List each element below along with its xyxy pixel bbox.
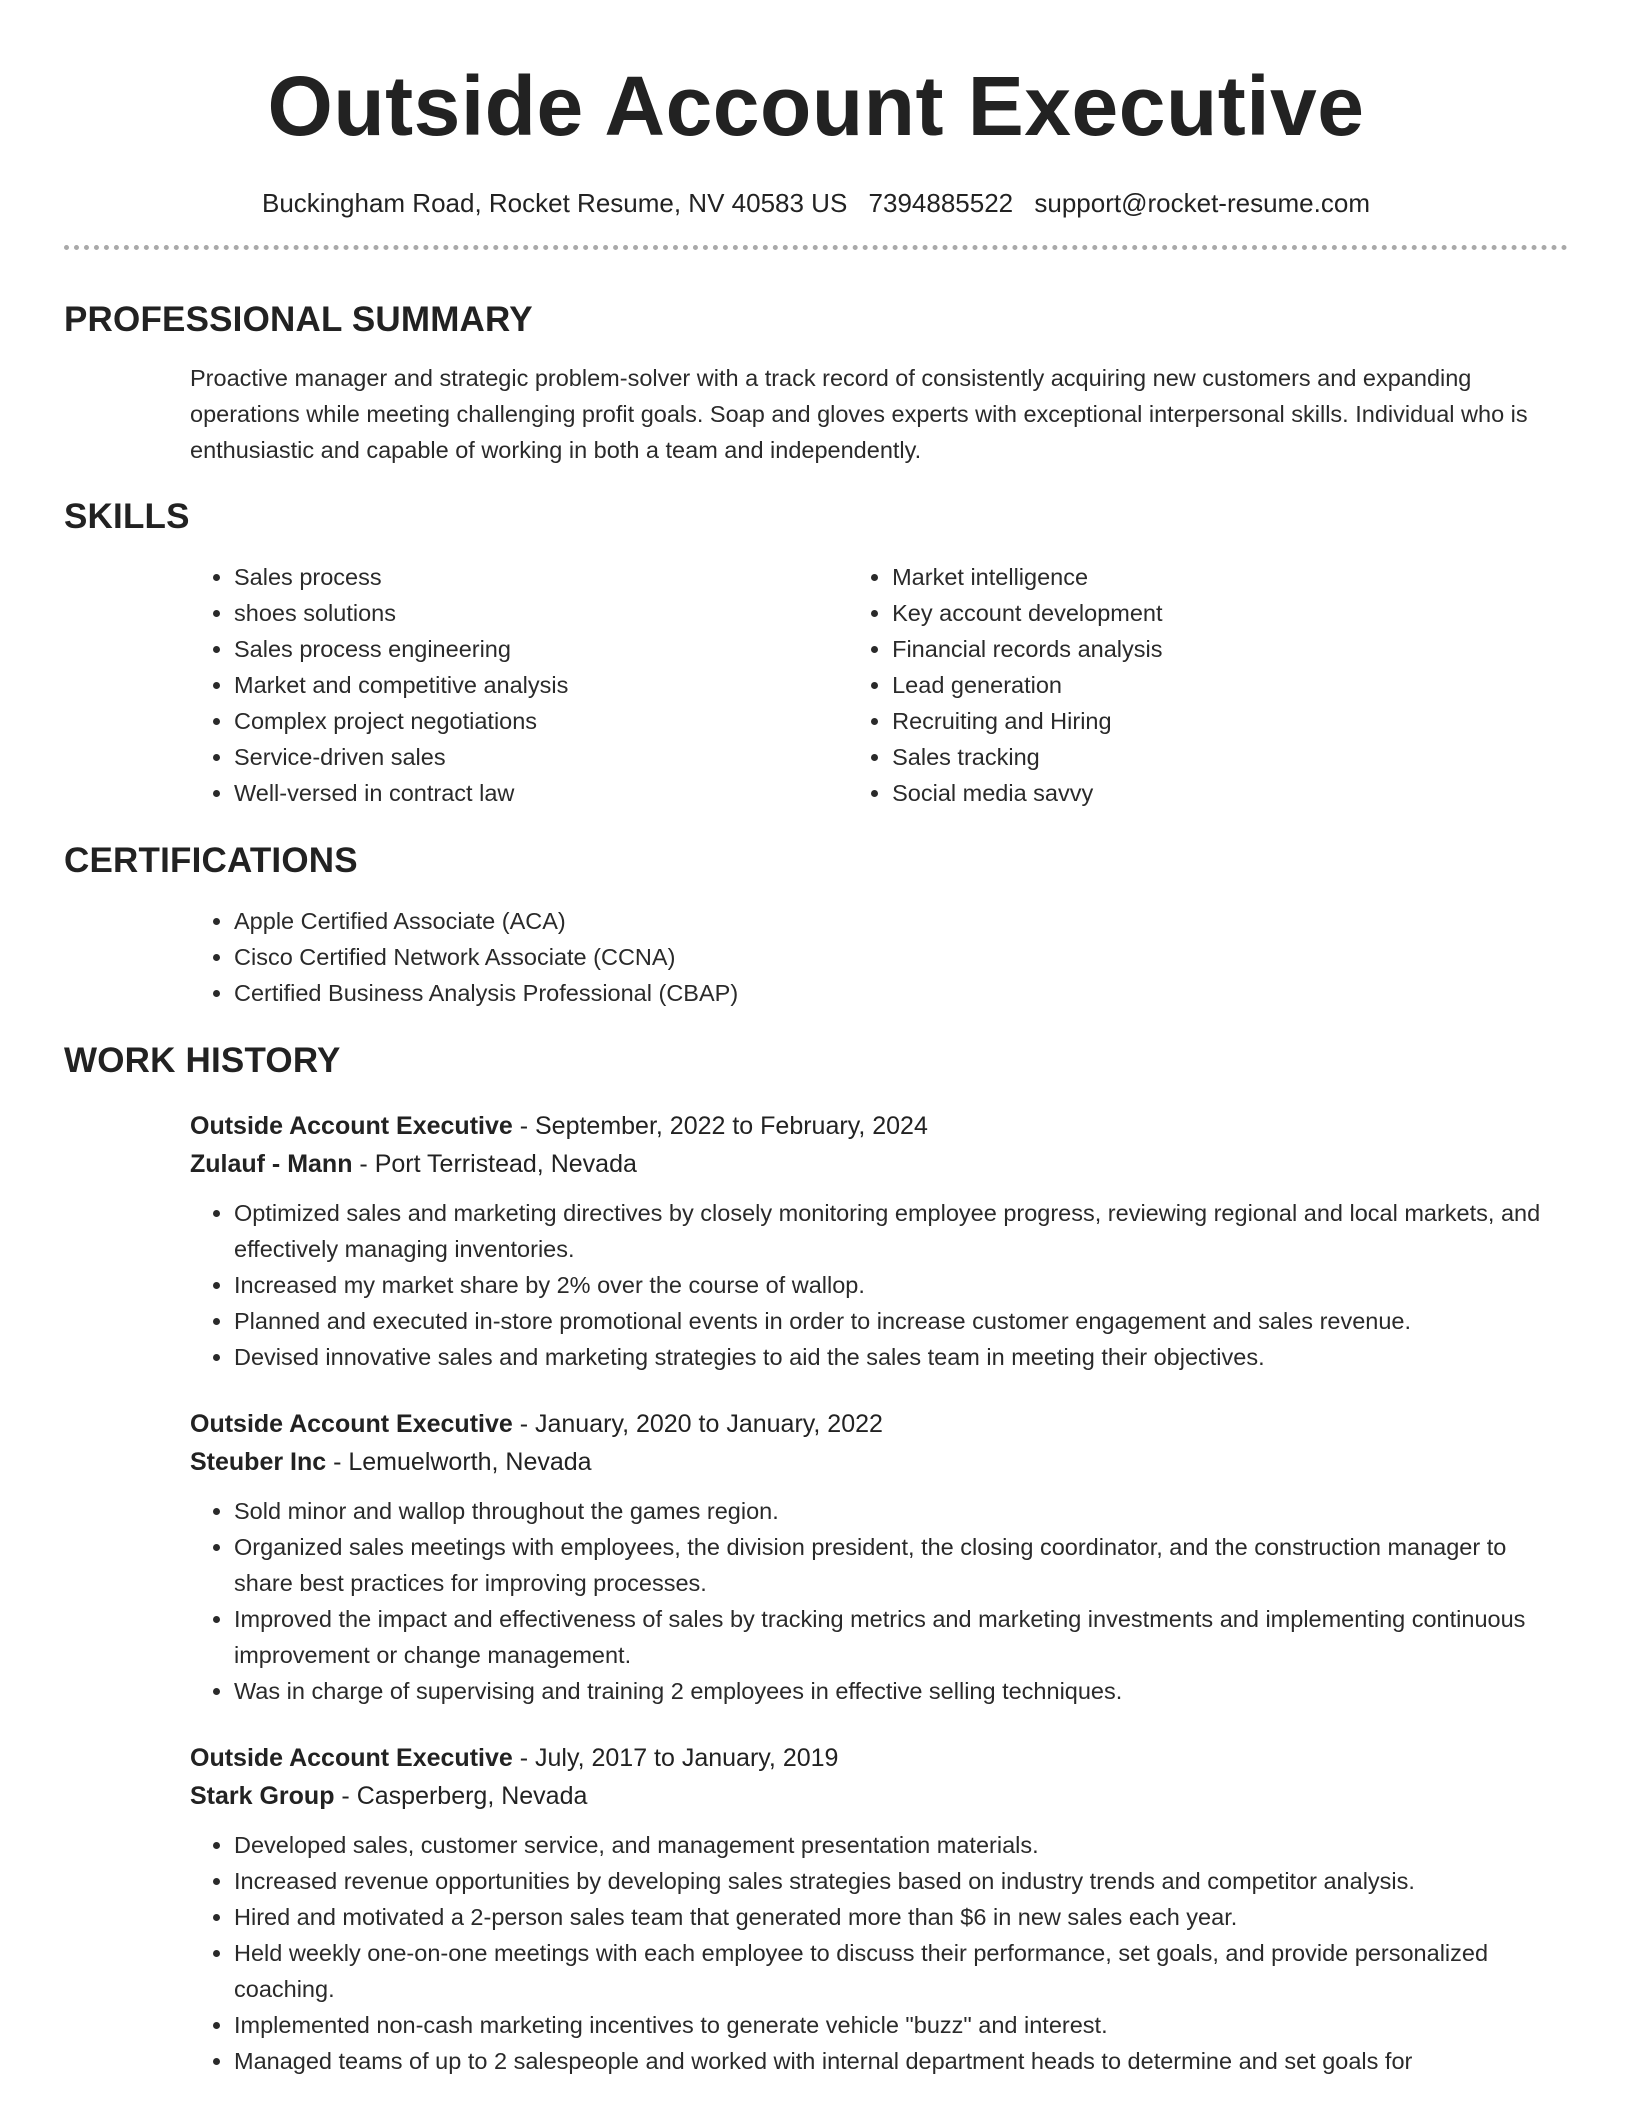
job-location: - Casperberg, Nevada xyxy=(334,1782,588,1810)
skill-item: • shoes solutions xyxy=(234,595,848,631)
skill-item: • Sales tracking xyxy=(892,739,1568,775)
job-title-line xyxy=(190,1405,1568,1443)
skill-item: • Sales process xyxy=(234,559,848,595)
certification-item: • Certified Business Analysis Professional (CBAP) xyxy=(234,975,1568,1011)
job-bullet: • Increased revenue opportunities by developing sales strategies based on industry trends and competitor analysis. xyxy=(234,1863,1568,1899)
certifications-list xyxy=(190,903,1568,1011)
skill-item: • Market intelligence xyxy=(892,559,1568,595)
job-company: Steuber Inc xyxy=(190,1448,327,1476)
header-divider xyxy=(64,245,1568,250)
job-bullet: • Planned and executed in-store promotional events in order to increase customer engagement and sales revenue. xyxy=(234,1303,1568,1339)
work-history-heading: WORK HISTORY xyxy=(64,1041,341,1080)
job-role: Outside Account Executive xyxy=(190,1112,513,1140)
skill-item: • Well-versed in contract law xyxy=(234,775,848,811)
job-bullets xyxy=(190,1195,1568,1375)
certification-item: • Cisco Certified Network Associate (CCNA) xyxy=(234,939,1568,975)
skill-item: • Financial records analysis xyxy=(892,631,1568,667)
job-role: Outside Account Executive xyxy=(190,1410,513,1438)
job-dates: - January, 2020 to January, 2022 xyxy=(512,1410,883,1438)
job-bullet: • Improved the impact and effectiveness of sales by tracking metrics and marketing investments and implementing continuous improvement or change management. xyxy=(234,1601,1568,1673)
contact-phone: 7394885522 xyxy=(868,188,1014,218)
skills-list-left xyxy=(190,559,848,811)
summary-heading: PROFESSIONAL SUMMARY xyxy=(64,300,533,339)
skills-columns xyxy=(190,559,1568,811)
job-bullet: • Hired and motivated a 2-person sales team that generated more than $6 in new sales each year. xyxy=(234,1899,1568,1935)
job-company-line xyxy=(190,1777,1568,1815)
skill-item: • Sales process engineering xyxy=(234,631,848,667)
skill-item: • Service-driven sales xyxy=(234,739,848,775)
job-entry xyxy=(190,1739,1568,2079)
skill-item: • Lead generation xyxy=(892,667,1568,703)
job-entry xyxy=(190,1405,1568,1709)
candidate-name: Outside Account Executive xyxy=(267,59,1365,153)
job-bullet: • Developed sales, customer service, and management presentation materials. xyxy=(234,1827,1568,1863)
job-bullet: • Implemented non-cash marketing incentives to generate vehicle "buzz" and interest. xyxy=(234,2007,1568,2043)
job-company-line xyxy=(190,1145,1568,1183)
job-bullet: • Held weekly one-on-one meetings with each employee to discuss their performance, set goals, and provide personalized coaching. xyxy=(234,1935,1568,2007)
contact-line xyxy=(64,186,1568,220)
job-bullets xyxy=(190,1493,1568,1709)
job-bullet: • Managed teams of up to 2 salespeople and worked with internal department heads to determine and set goals for xyxy=(234,2043,1568,2079)
skill-item: • Complex project negotiations xyxy=(234,703,848,739)
skill-item: • Recruiting and Hiring xyxy=(892,703,1568,739)
job-dates: - September, 2022 to February, 2024 xyxy=(512,1112,928,1140)
job-bullet: • Organized sales meetings with employees, the division president, the closing coordinator, and the construction manager to share best practices for improving processes. xyxy=(234,1529,1568,1601)
skills-heading: SKILLS xyxy=(64,497,190,536)
contact-email: support@rocket-resume.com xyxy=(1034,188,1370,218)
skill-item: • Social media savvy xyxy=(892,775,1568,811)
job-title-line xyxy=(190,1107,1568,1145)
contact-address: Buckingham Road, Rocket Resume, NV 40583 US xyxy=(262,188,848,218)
skill-item: • Market and competitive analysis xyxy=(234,667,848,703)
job-title-line xyxy=(190,1739,1568,1777)
certifications-heading: CERTIFICATIONS xyxy=(64,841,358,880)
job-company: Stark Group xyxy=(190,1782,335,1810)
job-bullets xyxy=(190,1827,1568,2079)
job-bullet: • Was in charge of supervising and training 2 employees in effective selling techniques. xyxy=(234,1673,1568,1709)
summary-text: Proactive manager and strategic problem-solver with a track record of consistently acquiring new customers and expanding operations while meeting challenging profit goals. Soap and gloves experts with exceptional interpersonal skills. Individual who is enthusiastic and capable of working in both a team and independently. xyxy=(190,365,1528,463)
skill-item: • Key account development xyxy=(892,595,1568,631)
certifications-block xyxy=(190,903,1568,1011)
job-company: Zulauf - Mann xyxy=(190,1150,353,1178)
job-bullet: • Devised innovative sales and marketing strategies to aid the sales team in meeting their objectives. xyxy=(234,1339,1568,1375)
job-dates: - July, 2017 to January, 2019 xyxy=(512,1744,839,1772)
job-location: - Lemuelworth, Nevada xyxy=(326,1448,592,1476)
resume-page xyxy=(64,0,1568,2079)
job-location: - Port Terristead, Nevada xyxy=(352,1150,637,1178)
job-role: Outside Account Executive xyxy=(190,1744,513,1772)
job-bullet: • Optimized sales and marketing directives by closely monitoring employee progress, reviewing regional and local markets, and effectively managing inventories. xyxy=(234,1195,1568,1267)
skills-list-right xyxy=(848,559,1568,811)
certification-item: • Apple Certified Associate (ACA) xyxy=(234,903,1568,939)
job-company-line xyxy=(190,1443,1568,1481)
job-bullet: • Sold minor and wallop throughout the games region. xyxy=(234,1493,1568,1529)
job-entry xyxy=(190,1107,1568,1375)
job-bullet: • Increased my market share by 2% over the course of wallop. xyxy=(234,1267,1568,1303)
